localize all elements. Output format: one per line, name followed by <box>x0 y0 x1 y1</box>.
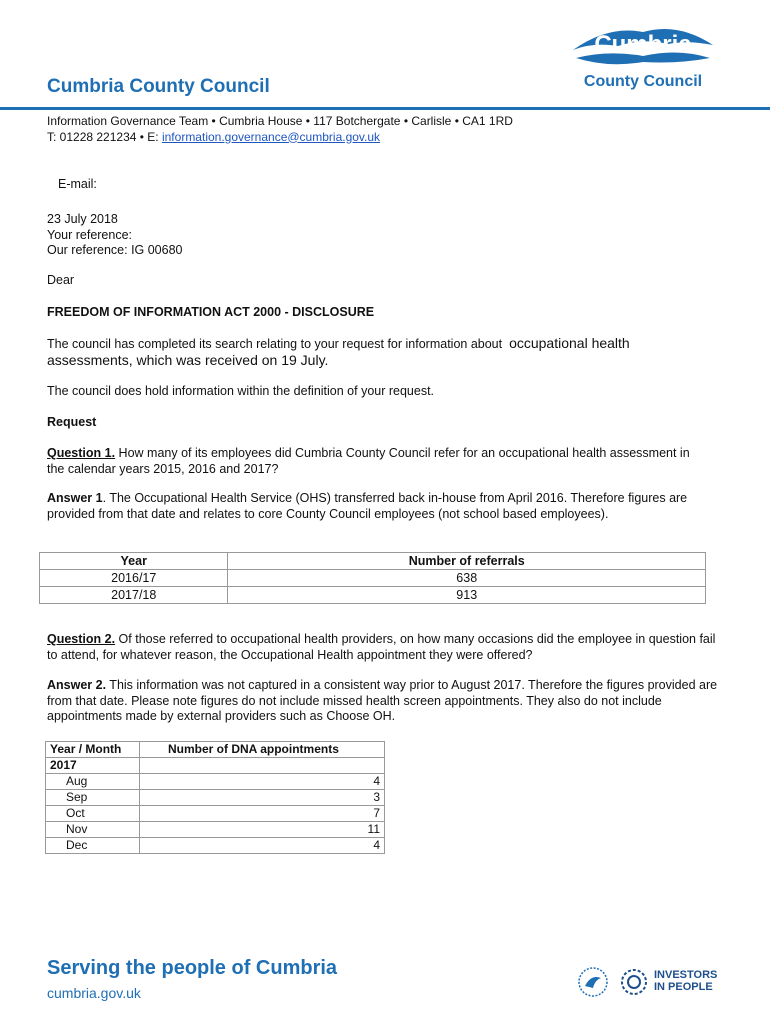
table-cell <box>140 758 385 774</box>
email-link[interactable]: information.governance@cumbria.gov.uk <box>161 129 381 144</box>
table-row <box>46 806 385 822</box>
table-cell: Sep <box>46 790 140 806</box>
quality-badge-icon <box>575 966 615 998</box>
table-cell: Aug <box>46 774 140 790</box>
contact-block <box>47 114 513 145</box>
table-cell: 638 <box>228 570 706 587</box>
table-cell: Oct <box>46 806 140 822</box>
table-cell: Dec <box>46 838 140 854</box>
org-name: Cumbria County Council <box>47 76 270 97</box>
table-cell: Nov <box>46 822 140 838</box>
our-reference: Our reference: IG 00680 <box>47 243 183 257</box>
letter-heading: FREEDOM OF INFORMATION ACT 2000 - DISCLOSURE <box>47 305 375 319</box>
table-cell: 2017/18 <box>40 587 228 604</box>
hold-info: The council does hold information within the definition of your request. <box>47 384 435 398</box>
your-reference: Your reference: <box>47 228 133 242</box>
answer-2: Answer 2. This information was not captured in a consistent way prior to August 2017. Therefore the figures provided are from that date. Please note figures do not include missed health screen appointments. They also do not include appointments made by external providers such as Choose OH. <box>47 678 718 723</box>
header-rule <box>0 107 770 110</box>
table-header: Year / Month <box>46 742 140 758</box>
email-label: E-mail: <box>58 177 97 191</box>
question-1: Question 1. How many of its employees did Cumbria County Council refer for an occupational health assessment in the calendar years 2015, 2016 and 2017? <box>47 446 690 476</box>
svg-text:Cumbria: Cumbria <box>594 31 692 58</box>
table-cell: 4 <box>140 774 385 790</box>
svg-text:County Council: County Council <box>583 73 703 90</box>
table-row <box>46 822 385 838</box>
table-row <box>40 587 706 604</box>
table-cell: 3 <box>140 790 385 806</box>
badge-line1: INVESTORS <box>654 969 718 981</box>
table-header: Number of referrals <box>228 553 706 570</box>
table-row <box>40 570 706 587</box>
table-header-row <box>46 742 385 758</box>
table-header-row <box>40 553 706 570</box>
table-cell: 2016/17 <box>40 570 228 587</box>
table-row <box>46 790 385 806</box>
request-heading: Request <box>47 415 97 429</box>
table-cell: 11 <box>140 822 385 838</box>
table-cell: 7 <box>140 806 385 822</box>
address-line: Information Governance Team • Cumbria House • 117 Botchergate • Carlisle • CA1 1RD <box>47 114 513 128</box>
question-2: Question 2. Of those referred to occupational health providers, on how many occasions did the employee in question fail to attend, for whatever reason, the Occupational Health appointment they were offered? <box>47 632 716 662</box>
table-cell: 2017 <box>46 758 140 774</box>
table-header: Number of DNA appointments <box>140 742 385 758</box>
contact-line: T: 01228 221234 • E: information.governance@cumbria.gov.uk <box>47 129 381 144</box>
table-cell: 913 <box>228 587 706 604</box>
investors-in-people-icon <box>620 966 650 998</box>
letter-date: 23 July 2018 <box>47 212 118 226</box>
table-row <box>46 758 385 774</box>
table-header: Year <box>40 553 228 570</box>
intro-paragraph: The council has completed its search relating to your request for information about occupational health assessments, which was received on 19 July. <box>47 335 630 368</box>
badge-line2: IN PEOPLE <box>654 981 713 993</box>
footer-slogan: Serving the people of Cumbria <box>47 957 338 979</box>
salutation: Dear <box>47 273 75 287</box>
table-row <box>46 838 385 854</box>
table-cell: 4 <box>140 838 385 854</box>
answer-1: Answer 1. The Occupational Health Service (OHS) transferred back in-house from April 2016. Therefore figures are provided from that date and relates to core County Council employees (not school based employees). <box>47 491 688 521</box>
dna-table <box>45 741 385 854</box>
footer-website[interactable]: cumbria.gov.uk <box>47 985 141 1001</box>
table-row <box>46 774 385 790</box>
referrals-table <box>39 552 706 604</box>
investors-in-people-badge <box>620 966 720 998</box>
cumbria-logo-icon <box>568 20 718 98</box>
